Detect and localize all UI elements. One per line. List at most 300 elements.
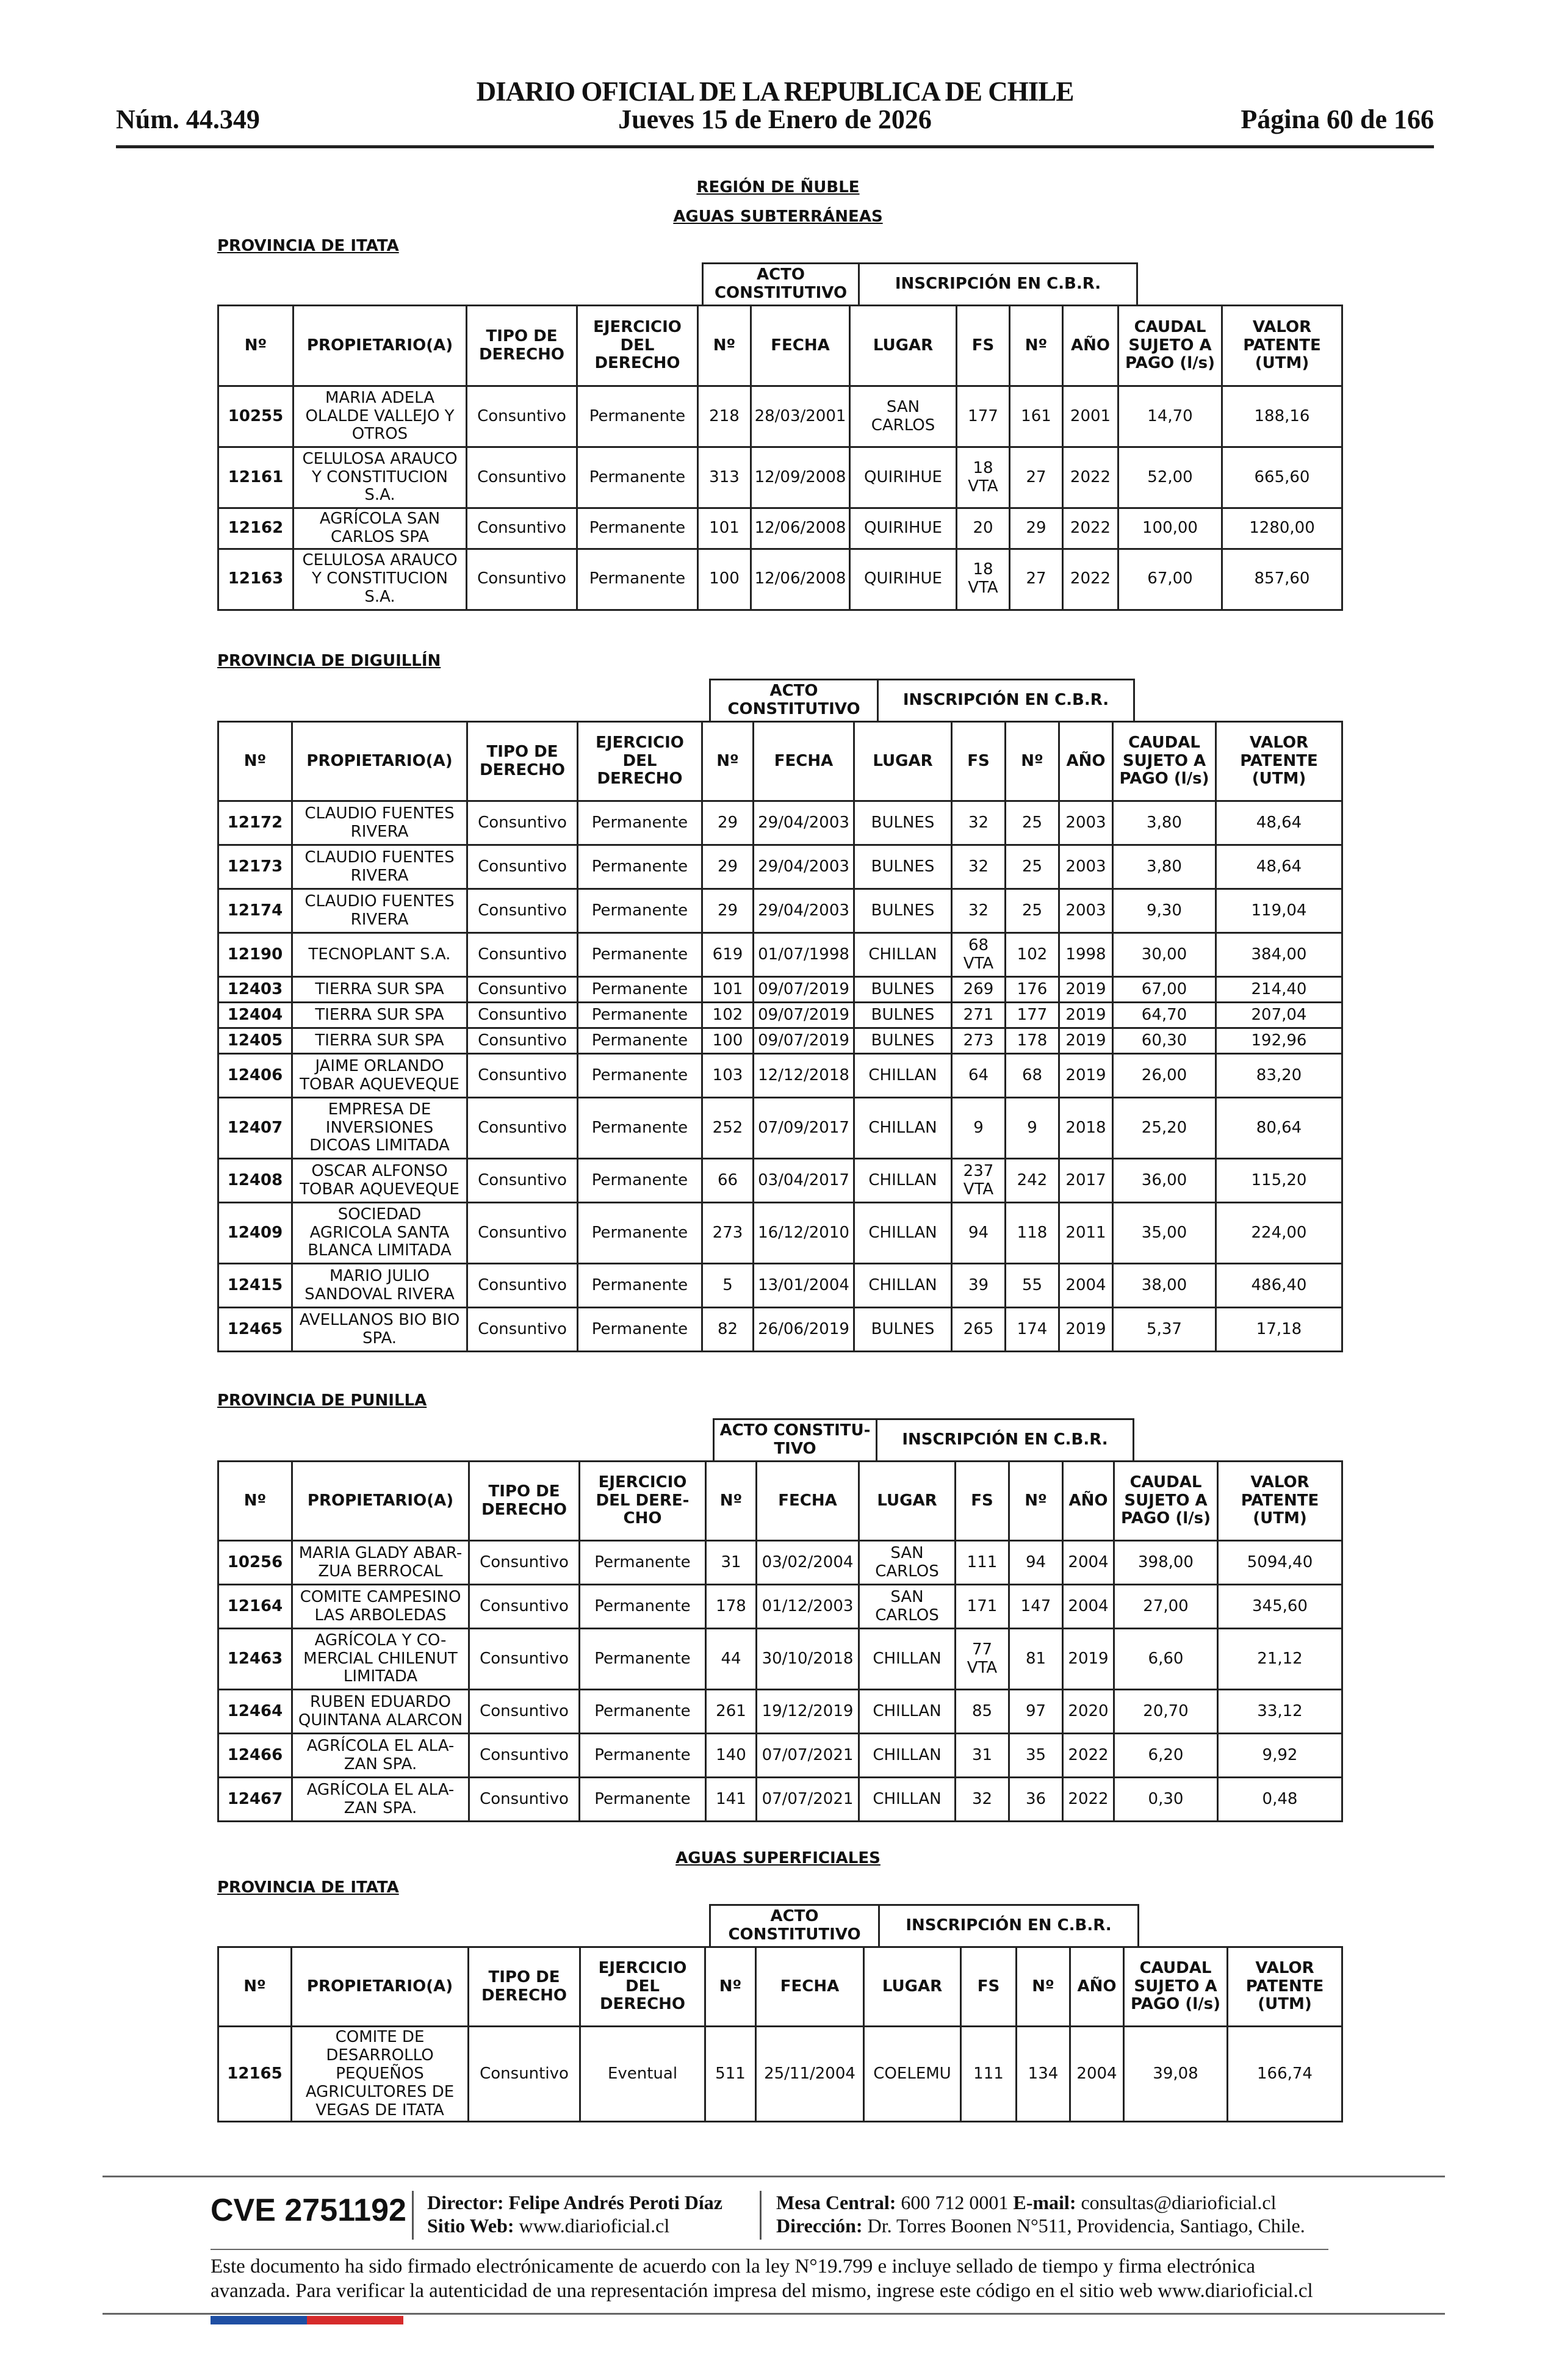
- place: CHILLAN: [854, 1054, 952, 1098]
- cbr-number: 25: [1006, 845, 1059, 889]
- act-number: 178: [706, 1585, 757, 1629]
- cbr-number: 161: [1010, 386, 1063, 447]
- act-number: 44: [706, 1629, 757, 1690]
- place: CHILLAN: [859, 1629, 956, 1690]
- table-row: [218, 889, 1342, 933]
- patent-value: 0,48: [1218, 1778, 1342, 1822]
- row-number: 12403: [218, 977, 292, 1003]
- patent-value: 384,00: [1216, 933, 1342, 977]
- act-number: 511: [705, 2027, 756, 2122]
- fs-value: 265: [952, 1308, 1006, 1352]
- province-title: PROVINCIA DE DIGUILLÍN: [217, 652, 441, 670]
- exercise-type: Permanente: [580, 1585, 706, 1629]
- direccion-label: Dirección:: [776, 2215, 863, 2237]
- col-flow-header: CAUDAL SUJETO A PAGO (l/s): [1118, 306, 1222, 386]
- row-number: 12405: [218, 1028, 292, 1054]
- water-rights-table: [217, 1460, 1343, 1822]
- table-row: [218, 1264, 1342, 1308]
- act-number: 31: [706, 1541, 757, 1585]
- fs-value: 85: [956, 1690, 1009, 1734]
- fs-value: 18 VTA: [957, 447, 1010, 508]
- act-number: 100: [698, 549, 751, 610]
- col-act-number-header: Nº: [706, 1462, 757, 1541]
- cbr-number: 35: [1009, 1734, 1063, 1778]
- owner-name: RUBEN EDUARDO QUINTANA ALARCON: [292, 1690, 469, 1734]
- table-row: [218, 1003, 1342, 1028]
- exercise-type: Permanente: [578, 1264, 702, 1308]
- right-type: Consuntivo: [467, 447, 577, 508]
- table-row: [218, 1734, 1342, 1778]
- row-number: 12406: [218, 1054, 292, 1098]
- col-year-header: AÑO: [1070, 1947, 1124, 2027]
- right-type: Consuntivo: [469, 1690, 580, 1734]
- act-number: 66: [702, 1159, 754, 1203]
- patent-value: 486,40: [1216, 1264, 1342, 1308]
- flow-value: 25,20: [1113, 1098, 1216, 1159]
- col-flow-header: CAUDAL SUJETO A PAGO (l/s): [1114, 1462, 1218, 1541]
- row-number: 12174: [218, 889, 292, 933]
- right-type: Consuntivo: [469, 1778, 580, 1822]
- patent-value: 857,60: [1222, 549, 1342, 610]
- act-date: 01/12/2003: [757, 1585, 859, 1629]
- fs-value: 171: [956, 1585, 1009, 1629]
- row-number: 12464: [218, 1690, 292, 1734]
- right-type: Consuntivo: [467, 1054, 578, 1098]
- fs-value: 32: [952, 889, 1006, 933]
- exercise-type: Permanente: [578, 845, 702, 889]
- row-number: 12415: [218, 1264, 292, 1308]
- page-header: [116, 73, 1434, 148]
- right-type: Consuntivo: [467, 549, 577, 610]
- col-cbr-number-header: Nº: [1010, 306, 1063, 386]
- owner-name: COMITE CAMPESINO LAS ARBOLEDAS: [292, 1585, 469, 1629]
- place: CHILLAN: [859, 1734, 956, 1778]
- row-number: 12162: [218, 508, 294, 549]
- flow-value: 38,00: [1113, 1264, 1216, 1308]
- act-date: 03/02/2004: [757, 1541, 859, 1585]
- patent-value: 9,92: [1218, 1734, 1342, 1778]
- fs-value: 94: [952, 1203, 1006, 1264]
- year: 2003: [1059, 889, 1113, 933]
- flag-stripe-red: [307, 2316, 403, 2324]
- fs-value: 273: [952, 1028, 1006, 1054]
- fs-value: 9: [952, 1098, 1006, 1159]
- exercise-type: Permanente: [578, 933, 702, 977]
- exercise-type: Permanente: [578, 1203, 702, 1264]
- place: CHILLAN: [854, 1203, 952, 1264]
- owner-name: AVELLANOS BIO BIO SPA.: [292, 1308, 467, 1352]
- legal-notice: [211, 2255, 1345, 2303]
- place: BULNES: [854, 889, 952, 933]
- col-place-header: LUGAR: [850, 306, 957, 386]
- fs-value: 32: [952, 801, 1006, 845]
- acto-constitutivo-header: ACTO CONSTITUTIVO: [709, 679, 879, 723]
- right-type: Consuntivo: [467, 1203, 578, 1264]
- right-type: Consuntivo: [467, 1264, 578, 1308]
- col-act-number-header: Nº: [698, 306, 751, 386]
- place: QUIRIHUE: [850, 508, 957, 549]
- cbr-number: 9: [1006, 1098, 1059, 1159]
- place: BULNES: [854, 1308, 952, 1352]
- act-number: 101: [698, 508, 751, 549]
- act-number: 5: [702, 1264, 754, 1308]
- cve-code: CVE 2751192: [211, 2193, 406, 2228]
- row-number: 12466: [218, 1734, 292, 1778]
- owner-name: CLAUDIO FUENTES RIVERA: [292, 889, 467, 933]
- place: QUIRIHUE: [850, 447, 957, 508]
- col-owner-header: PROPIETARIO(A): [292, 722, 467, 801]
- flow-value: 26,00: [1113, 1054, 1216, 1098]
- table-row: [218, 2027, 1342, 2122]
- act-date: 12/06/2008: [751, 549, 850, 610]
- patent-value: 345,60: [1218, 1585, 1342, 1629]
- acto-constitutivo-header: ACTO CONSTITUTIVO: [702, 262, 860, 306]
- year: 2018: [1059, 1098, 1113, 1159]
- place: CHILLAN: [859, 1690, 956, 1734]
- cbr-number: 174: [1006, 1308, 1059, 1352]
- fs-value: 111: [961, 2027, 1017, 2122]
- col-act-number-header: Nº: [702, 722, 754, 801]
- fs-value: 31: [956, 1734, 1009, 1778]
- act-date: 29/04/2003: [754, 889, 854, 933]
- row-number: 10256: [218, 1541, 292, 1585]
- patent-value: 192,96: [1216, 1028, 1342, 1054]
- owner-name: AGRÍCOLA EL ALA- ZAN SPA.: [292, 1734, 469, 1778]
- patent-value: 214,40: [1216, 977, 1342, 1003]
- patent-value: 48,64: [1216, 801, 1342, 845]
- flow-value: 6,20: [1114, 1734, 1218, 1778]
- patent-value: 665,60: [1222, 447, 1342, 508]
- owner-name: CELULOSA ARAUCO Y CONSTITUCION S.A.: [294, 447, 467, 508]
- row-number: 12161: [218, 447, 294, 508]
- act-number: 29: [702, 845, 754, 889]
- year: 2019: [1059, 1054, 1113, 1098]
- act-date: 12/06/2008: [751, 508, 850, 549]
- patent-value: 83,20: [1216, 1054, 1342, 1098]
- table-row: [218, 1585, 1342, 1629]
- flow-value: 3,80: [1113, 845, 1216, 889]
- owner-name: TIERRA SUR SPA: [292, 1028, 467, 1054]
- place: CHILLAN: [854, 1264, 952, 1308]
- cbr-number: 176: [1006, 977, 1059, 1003]
- footer-separator: [760, 2191, 762, 2240]
- col-flow-header: CAUDAL SUJETO A PAGO (l/s): [1113, 722, 1216, 801]
- year: 2004: [1063, 1541, 1114, 1585]
- patent-value: 1280,00: [1222, 508, 1342, 549]
- col-exercise-header: EJERCICIO DEL DERECHO: [578, 722, 702, 801]
- col-place-header: LUGAR: [864, 1947, 961, 2027]
- cbr-number: 177: [1006, 1003, 1059, 1028]
- patent-value: 188,16: [1222, 386, 1342, 447]
- act-number: 141: [706, 1778, 757, 1822]
- table-row: [218, 801, 1342, 845]
- flow-value: 0,30: [1114, 1778, 1218, 1822]
- fs-value: 39: [952, 1264, 1006, 1308]
- cbr-number: 81: [1009, 1629, 1063, 1690]
- place: BULNES: [854, 801, 952, 845]
- col-place-header: LUGAR: [859, 1462, 956, 1541]
- exercise-type: Eventual: [580, 2027, 705, 2122]
- right-type: Consuntivo: [469, 1629, 580, 1690]
- cbr-number: 94: [1009, 1541, 1063, 1585]
- owner-name: MARIO JULIO SANDOVAL RIVERA: [292, 1264, 467, 1308]
- col-date-header: FECHA: [757, 1462, 859, 1541]
- col-exercise-header: EJERCICIO DEL DERECHO: [580, 1947, 705, 2027]
- owner-name: AGRÍCOLA Y CO- MERCIAL CHILENUT LIMITADA: [292, 1629, 469, 1690]
- place: QUIRIHUE: [850, 549, 957, 610]
- row-number: 12173: [218, 845, 292, 889]
- footer-divider: [211, 2249, 1328, 2250]
- col-right-type-header: TIPO DE DERECHO: [469, 1947, 580, 2027]
- owner-name: AGRÍCOLA SAN CARLOS SPA: [294, 508, 467, 549]
- act-number: 103: [702, 1054, 754, 1098]
- col-date-header: FECHA: [756, 1947, 864, 2027]
- col-cbr-number-header: Nº: [1017, 1947, 1070, 2027]
- place: SAN CARLOS: [850, 386, 957, 447]
- table-row: [218, 1629, 1342, 1690]
- patent-value: 115,20: [1216, 1159, 1342, 1203]
- right-type: Consuntivo: [467, 933, 578, 977]
- row-number: 12409: [218, 1203, 292, 1264]
- col-exercise-header: EJERCICIO DEL DERE- CHO: [580, 1462, 706, 1541]
- flow-value: 39,08: [1124, 2027, 1228, 2122]
- exercise-type: Permanente: [578, 801, 702, 845]
- row-number: 12463: [218, 1629, 292, 1690]
- cbr-number: 27: [1010, 447, 1063, 508]
- exercise-type: Permanente: [578, 1054, 702, 1098]
- flow-value: 35,00: [1113, 1203, 1216, 1264]
- patent-value: 80,64: [1216, 1098, 1342, 1159]
- table-row: [218, 1159, 1342, 1203]
- year: 2019: [1059, 1028, 1113, 1054]
- flow-value: 30,00: [1113, 933, 1216, 977]
- flow-value: 398,00: [1114, 1541, 1218, 1585]
- owner-name: CELULOSA ARAUCO Y CONSTITUCION S.A.: [294, 549, 467, 610]
- year: 2022: [1063, 549, 1118, 610]
- fs-value: 32: [956, 1778, 1009, 1822]
- fs-value: 111: [956, 1541, 1009, 1585]
- footer-divider: [103, 2313, 1445, 2315]
- owner-name: MARIA GLADY ABAR- ZUA BERROCAL: [292, 1541, 469, 1585]
- cbr-number: 27: [1010, 549, 1063, 610]
- site-label: Sitio Web:: [427, 2215, 514, 2237]
- place: BULNES: [854, 845, 952, 889]
- col-number-header: Nº: [218, 1462, 292, 1541]
- col-number-header: Nº: [218, 306, 294, 386]
- col-cbr-number-header: Nº: [1006, 722, 1059, 801]
- cbr-number: 118: [1006, 1203, 1059, 1264]
- row-number: 12172: [218, 801, 292, 845]
- act-date: 09/07/2019: [754, 1028, 854, 1054]
- fs-value: 64: [952, 1054, 1006, 1098]
- owner-name: CLAUDIO FUENTES RIVERA: [292, 845, 467, 889]
- cbr-number: 25: [1006, 801, 1059, 845]
- province-title: PROVINCIA DE ITATA: [217, 1878, 399, 1897]
- year: 2019: [1059, 1308, 1113, 1352]
- cbr-number: 178: [1006, 1028, 1059, 1054]
- col-right-type-header: TIPO DE DERECHO: [469, 1462, 580, 1541]
- col-patent-value-header: VALOR PATENTE (UTM): [1218, 1462, 1342, 1541]
- table-row: [218, 1098, 1342, 1159]
- owner-name: CLAUDIO FUENTES RIVERA: [292, 801, 467, 845]
- legal-line: Este documento ha sido firmado electrónicamente de acuerdo con la ley N°19.799 e incluye sellado de tiempo y firma electrónica: [211, 2256, 1256, 2277]
- water-rights-table: [217, 1946, 1343, 2122]
- flow-value: 3,80: [1113, 801, 1216, 845]
- flow-value: 52,00: [1118, 447, 1222, 508]
- act-date: 30/10/2018: [757, 1629, 859, 1690]
- col-right-type-header: TIPO DE DERECHO: [467, 306, 577, 386]
- col-fs-header: FS: [957, 306, 1010, 386]
- act-date: 29/04/2003: [754, 801, 854, 845]
- patent-value: 48,64: [1216, 845, 1342, 889]
- act-date: 28/03/2001: [751, 386, 850, 447]
- inscripcion-header: INSCRIPCIÓN EN C.B.R.: [877, 679, 1135, 723]
- act-date: 01/07/1998: [754, 933, 854, 977]
- cbr-number: 147: [1009, 1585, 1063, 1629]
- col-date-header: FECHA: [754, 722, 854, 801]
- exercise-type: Permanente: [578, 977, 702, 1003]
- right-type: Consuntivo: [467, 889, 578, 933]
- col-year-header: AÑO: [1059, 722, 1113, 801]
- fs-value: 18 VTA: [957, 549, 1010, 610]
- act-date: 13/01/2004: [754, 1264, 854, 1308]
- fs-value: 77 VTA: [956, 1629, 1009, 1690]
- direccion-value: Dr. Torres Boonen N°511, Providencia, Santiago, Chile.: [867, 2215, 1305, 2237]
- year: 2022: [1063, 447, 1118, 508]
- right-type: Consuntivo: [469, 2027, 580, 2122]
- director-block: [427, 2191, 722, 2238]
- act-date: 09/07/2019: [754, 977, 854, 1003]
- flow-value: 36,00: [1113, 1159, 1216, 1203]
- cbr-number: 55: [1006, 1264, 1059, 1308]
- year: 2022: [1063, 1778, 1114, 1822]
- col-act-number-header: Nº: [705, 1947, 756, 2027]
- issue-number: Núm. 44.349: [116, 104, 260, 134]
- table-row: [218, 933, 1342, 977]
- fs-value: 20: [957, 508, 1010, 549]
- right-type: Consuntivo: [467, 1003, 578, 1028]
- mesa-phone: 600 712 0001: [901, 2191, 1009, 2213]
- site-link[interactable]: www.diarioficial.cl: [519, 2215, 670, 2237]
- row-number: 12404: [218, 1003, 292, 1028]
- owner-name: SOCIEDAD AGRICOLA SANTA BLANCA LIMITADA: [292, 1203, 467, 1264]
- col-owner-header: PROPIETARIO(A): [292, 1462, 469, 1541]
- right-type: Consuntivo: [469, 1734, 580, 1778]
- table-row: [218, 1028, 1342, 1054]
- cbr-number: 29: [1010, 508, 1063, 549]
- exercise-type: Permanente: [578, 1098, 702, 1159]
- table-row: [218, 447, 1342, 508]
- patent-value: 166,74: [1228, 2027, 1342, 2122]
- owner-name: MARIA ADELA OLALDE VALLEJO Y OTROS: [294, 386, 467, 447]
- flow-value: 60,30: [1113, 1028, 1216, 1054]
- flow-value: 100,00: [1118, 508, 1222, 549]
- director-name: Felipe Andrés Peroti Díaz: [508, 2191, 722, 2213]
- mesa-label: Mesa Central:: [776, 2191, 896, 2213]
- place: SAN CARLOS: [859, 1541, 956, 1585]
- col-owner-header: PROPIETARIO(A): [294, 306, 467, 386]
- act-date: 09/07/2019: [754, 1003, 854, 1028]
- owner-name: TIERRA SUR SPA: [292, 1003, 467, 1028]
- col-number-header: Nº: [218, 722, 292, 801]
- patent-value: 207,04: [1216, 1003, 1342, 1028]
- row-number: 12465: [218, 1308, 292, 1352]
- province-title: PROVINCIA DE ITATA: [217, 237, 399, 255]
- table-row: [218, 508, 1342, 549]
- col-year-header: AÑO: [1063, 1462, 1114, 1541]
- col-place-header: LUGAR: [854, 722, 952, 801]
- right-type: Consuntivo: [469, 1585, 580, 1629]
- year: 2001: [1063, 386, 1118, 447]
- place: BULNES: [854, 1003, 952, 1028]
- year: 2004: [1070, 2027, 1124, 2122]
- act-number: 273: [702, 1203, 754, 1264]
- act-number: 29: [702, 801, 754, 845]
- patent-value: 21,12: [1218, 1629, 1342, 1690]
- act-number: 619: [702, 933, 754, 977]
- right-type: Consuntivo: [467, 977, 578, 1003]
- exercise-type: Permanente: [580, 1541, 706, 1585]
- fs-value: 177: [957, 386, 1010, 447]
- right-type: Consuntivo: [467, 845, 578, 889]
- row-number: 12165: [218, 2027, 292, 2122]
- act-number: 140: [706, 1734, 757, 1778]
- exercise-type: Permanente: [580, 1629, 706, 1690]
- act-date: 12/09/2008: [751, 447, 850, 508]
- exercise-type: Permanente: [577, 447, 698, 508]
- subterranean-title: AGUAS SUBTERRÁNEAS: [673, 207, 883, 226]
- superficial-title: AGUAS SUPERFICIALES: [675, 1849, 881, 1867]
- exercise-type: Permanente: [578, 1003, 702, 1028]
- table-row: [218, 1541, 1342, 1585]
- email-link[interactable]: consultas@diarioficial.cl: [1081, 2191, 1277, 2213]
- cbr-number: 36: [1009, 1778, 1063, 1822]
- act-date: 07/09/2017: [754, 1098, 854, 1159]
- year: 2011: [1059, 1203, 1113, 1264]
- fs-value: 269: [952, 977, 1006, 1003]
- place: CHILLAN: [854, 1098, 952, 1159]
- flow-value: 9,30: [1113, 889, 1216, 933]
- exercise-type: Permanente: [578, 1159, 702, 1203]
- owner-name: EMPRESA DE INVERSIONES DICOAS LIMITADA: [292, 1098, 467, 1159]
- table-row: [218, 1054, 1342, 1098]
- cbr-number: 134: [1017, 2027, 1070, 2122]
- exercise-type: Permanente: [580, 1778, 706, 1822]
- cbr-number: 68: [1006, 1054, 1059, 1098]
- col-fs-header: FS: [952, 722, 1006, 801]
- act-number: 29: [702, 889, 754, 933]
- flow-value: 64,70: [1113, 1003, 1216, 1028]
- act-date: 12/12/2018: [754, 1054, 854, 1098]
- right-type: Consuntivo: [467, 1308, 578, 1352]
- act-date: 26/06/2019: [754, 1308, 854, 1352]
- col-patent-value-header: VALOR PATENTE (UTM): [1216, 722, 1342, 801]
- col-number-header: Nº: [218, 1947, 292, 2027]
- place: CHILLAN: [854, 1159, 952, 1203]
- right-type: Consuntivo: [467, 386, 577, 447]
- acto-constitutivo-header: ACTO CONSTITUTIVO: [709, 1904, 880, 1948]
- inscripcion-header: INSCRIPCIÓN EN C.B.R.: [878, 1904, 1139, 1948]
- table-row: [218, 1203, 1342, 1264]
- act-date: 03/04/2017: [754, 1159, 854, 1203]
- year: 1998: [1059, 933, 1113, 977]
- act-number: 82: [702, 1308, 754, 1352]
- right-type: Consuntivo: [467, 801, 578, 845]
- patent-value: 33,12: [1218, 1690, 1342, 1734]
- water-rights-table: [217, 721, 1343, 1352]
- col-exercise-header: EJERCICIO DEL DERECHO: [577, 306, 698, 386]
- place: COELEMU: [864, 2027, 961, 2122]
